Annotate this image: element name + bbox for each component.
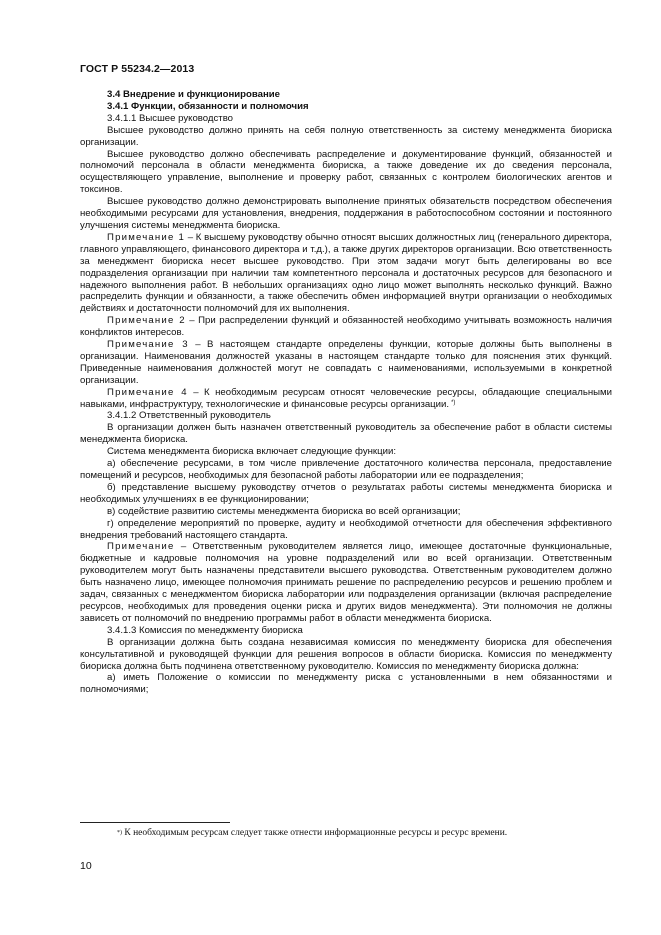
footnote-mark: *)	[117, 830, 122, 836]
note-text: – Ответственным руководителем является лицо, имеющее достаточные функциональные, бюджетные и кадровые полномочия на уровне подразделений или во всей организации. Ответственным руководителем могут быть назначены представители высшего руководства. Ответственным руководителем должно быть назначено лицо, имеющее полномочия принимать решение по распределению ресурсов и решению проблем и задач, связанных с менеджментом биориска лаборатории или подразделения организации (включая распределение ресурсов, необходимых для проведения оценки риска и других видов менеджмента). Эти полномочия не должны зависеть от полномочий по внедрению программы работ в области менеджмента биориска.	[80, 541, 612, 624]
heading-3-4-1-3: 3.4.1.3 Комиссия по менеджменту биориска	[107, 624, 303, 636]
note-text: – К необходимым ресурсам относят человеческие ресурсы, обладающие специальными навыками, инфраструктуру, технологические и финансовые ресурсы организации.	[80, 386, 612, 410]
heading-3-4: 3.4 Внедрение и функционирование	[107, 89, 281, 100]
note-text: – В настоящем стандарте определены функции, которые должны быть выполнены в организации. Наименования должностей указаны в настоящем стандарте только для пояснения этих функций. Приведенные наименования должностей могут не совпадать с наименованиями, используемыми в конкретной организации.	[80, 339, 612, 386]
list-item: б) представление высшему руководству отчетов о результатах работы системы менеджмента биориска и необходимых улучшениях в ее функционировании;	[80, 481, 612, 505]
note-label: Примечание 4	[107, 386, 188, 398]
list-item: г) определение мероприятий по проверке, аудиту и необходимой отчетности для обеспечения эффективного внедрения требований настоящего стандарта.	[80, 517, 612, 541]
document-body	[80, 85, 612, 696]
note-2	[80, 315, 612, 339]
note-5	[80, 541, 612, 624]
note-label: Примечание 2	[107, 315, 186, 327]
note-1	[80, 232, 612, 315]
note-text: – При распределении функций и обязанностей необходимо учитывать возможность наличия конфликтов интересов.	[80, 315, 612, 339]
paragraph: В организации должна быть создана независимая комиссия по менеджменту биориска для обеспечения консультативной и руководящей функции для решения вопросов в области биориска. Комиссия по менеджменту биориска должна быть подчинена ответственному руководителю. Комиссия по менеджменту биориска должна:	[80, 636, 612, 672]
list-item: в) содействие развитию системы менеджмента биориска во всей организации;	[107, 505, 461, 517]
footnote-marker: *)	[451, 399, 456, 406]
footnote	[80, 827, 612, 839]
paragraph: Система менеджмента биориска включает следующие функции:	[107, 446, 396, 458]
note-text: – К высшему руководству обычно относят высших должностных лиц (генерального директора, главного управляющего, финансового директора и т.д.), а также других директоров организации. Всю ответственность за менеджмент биориска несет высшее руководство. При этом задачи могут быть делегированы во все подразделения организации при наличии там компетентного персонала и достаточных ресурсов для безопасного и надежного выполнения работ. В небольших организациях одно лицо может выполнять несколько функций. Важно распределить функции и обязанности, а также обеспечить обмен информацией внутри организации о необходимых действиях и достаточности полномочий для их выполнения.	[80, 231, 612, 315]
list-item: а) иметь Положение о комиссии по менеджменту риска с установленными в нем обязанностями и полномочиями;	[80, 672, 612, 696]
footnote-text: К необходимым ресурсам следует также отнести информационные ресурсы и ресурс времени.	[122, 828, 508, 838]
paragraph: Высшее руководство должно демонстрировать выполнение принятых обязательств посредством обеспечения необходимыми ресурсами для установления, внедрения, поддержания в работоспособном состоянии и постоянного улучшения системы менеджмента биориска.	[80, 196, 612, 231]
heading-3-4-1-2: 3.4.1.2 Ответственный руководитель	[107, 410, 271, 422]
paragraph: Высшее руководство должно принять на себя полную ответственность за систему менеджмента биориска организации.	[80, 124, 612, 148]
note-label: Примечание 1	[107, 231, 185, 243]
footnote-divider	[80, 822, 230, 823]
paragraph: В организации должен быть назначен ответственный руководитель за обеспечение работ в области системы менеджмента биориска.	[80, 422, 612, 446]
list-item: а) обеспечение ресурсами, в том числе привлечение достаточного количества персонала, предоставление помещений и ресурсов, необходимых для безопасной работы лаборатории или ее подразделения;	[80, 458, 612, 481]
note-label: Примечание 3	[107, 339, 189, 351]
page-number: 10	[80, 860, 92, 872]
note-4	[80, 387, 612, 411]
heading-3-4-1-1: 3.4.1.1 Высшее руководство	[107, 112, 234, 124]
paragraph: Высшее руководство должно обеспечивать распределение и документирование функций, обязанностей и полномочий персонала в области менеджмента биориска, а также доведение их до сведения персонала, осуществляющего управление, выполнение и проверку работ, связанных с контролем биологических агентов и токсинов.	[80, 148, 612, 196]
note-label: Примечание	[107, 541, 175, 553]
note-3	[80, 339, 612, 387]
document-header: ГОСТ Р 55234.2—2013	[80, 63, 195, 75]
heading-3-4-1: 3.4.1 Функции, обязанности и полномочия	[107, 100, 309, 112]
